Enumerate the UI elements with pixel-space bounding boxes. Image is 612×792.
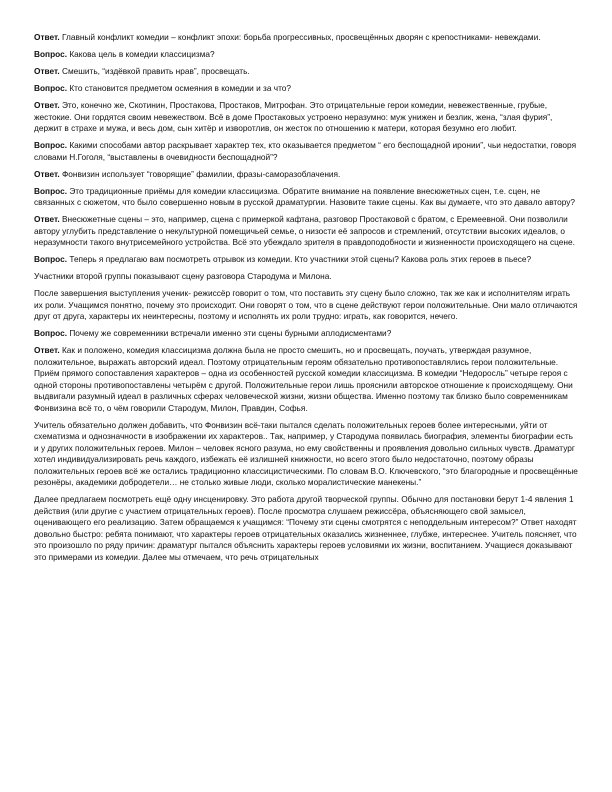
paragraph-text: Это традиционные приёмы для комедии классицизма. Обратите внимание на появление внесюжетных сцен, т.е. сцен, не связанных с сюжетом, что было совершенно новым в русской драматургии. Назовите такие сцены. Как вы думаете, что это давало автору? [34,185,576,207]
paragraph-text: Как и положено, комедия классицизма должна была не просто смешить, но и просвещать, поучать, утверждая разумное, положительное, выражать авторский идеал. Поэтому отрицательным героям обязательно противопоставлялись герои положительные. Приём прямого сопоставления характеров – одна из особенностей русской комедии классицизма. В комедии “Недоросль” четыре героя с одной стороны противопоставлены четырём с другой. Положительные герои лишь прояснили авторское отношение к происходящему. Они выдвигали разумный идеал в различных сферах человеческой жизни, жизни общества. Именно поэтому так близко было современникам Фонвизина всё то, о чём говорили Стародум, Милон, Правдин, Софья. [34,345,573,413]
paragraph-question [34,49,578,61]
paragraph-narrative [34,420,578,489]
paragraph-text: Теперь я предлагаю вам посмотреть отрывок из комедии. Кто участники этой сцены? Какова роль этих героев в пьесе? [67,254,532,264]
paragraph-question [34,328,578,340]
paragraph-text: Участники второй группы показывают сцену разговора Стародума и Милона. [34,271,332,281]
answer-label: Ответ. [34,214,60,224]
paragraph-text: Фонвизин использует “говорящие” фамилии, фразы-саморазоблачения. [59,168,341,179]
answer-label: Ответ. [34,32,60,42]
paragraph-text: Внесюжетные сцены – это, например, сцена с примеркой кафтана, разговор Простаковой с братом, с Еремеевной. Они позволили автору углубить представление о некультурной помещичьей семье, о низости её запросов и стремлений, отсутствии высоких идеалов, о неразумности такого внутрисемейного устройства. Всё это убеждало зрителя в правдоподобности и жизненности происходящего на сцене. [34,214,575,247]
paragraph-narrative [34,271,578,283]
paragraph-question [34,186,578,209]
paragraph-answer [34,345,578,414]
answer-label: Ответ. [34,66,60,76]
answer-label: Ответ. [34,345,60,355]
question-label: Вопрос. [34,83,68,93]
paragraph-answer [34,32,578,44]
question-label: Вопрос. [34,254,68,264]
paragraph-question [34,140,578,163]
paragraph-text: Далее предлагаем посмотреть ещё одну инсценировку. Это работа другой творческой группы. Обычно для постановки берут 1-4 явления 1 действия (или другие с участием отрицательных героев). После просмотра слушаем режиссёра, объясняющего свой замысел, оценивающего его реализацию. Затем обращаемся к учащимся: “Почему эти сцены смотрятся с неподдельным интересом?” Ответ находят довольно быстро: ребята понимают, что характеры героев отрицательных оказались жизненнее, глубже, интереснее. Учитель поясняет, что это произошло по ряду причин: драматург пытался объяснить характеры героев условиями их жизни, воспитанием. Учащиеся доказывают это примерами из комедии. Далее мы отмечаем, что речь отрицательных [34,494,577,562]
paragraph-narrative [34,494,578,563]
paragraph-text: Это, конечно же, Скотинин, Простакова, Простаков, Митрофан. Это отрицательные герои комедии, невежественные, грубые, жестокие. Они гордятся своим невежеством. Всё в доме Простаковых устроено неразумно: муж унижен и безлик, жена, “злая фурия”, держит в страхе и мужа, и весь дом, сын хитёр и изворотлив, он жесток по отношению к матери, которая безумно его любит. [34,100,553,133]
paragraph-question [34,83,578,95]
paragraph-text: Смешить, “издёвкой править нрав”, просвещать. [59,66,250,76]
answer-label: Ответ. [34,100,60,110]
question-label: Вопрос. [34,49,68,59]
paragraph-answer [34,66,578,78]
paragraph-text: Какова цель в комедии классицизма? [67,49,215,59]
question-label: Вопрос. [34,328,68,338]
question-label: Вопрос. [34,185,68,196]
paragraph-text: Какими способами автор раскрывает характер тех, кто оказывается предметом “ его беспощадной иронии”, чьи недостатки, говоря словами Н.Гоголя, “выставлены в очевидности беспощадной”? [34,140,577,162]
paragraph-narrative [34,288,578,323]
question-label: Вопрос. [34,140,68,150]
answer-label: Ответ. [34,168,60,179]
paragraph-text: Главный конфликт комедии – конфликт эпохи: борьба прогрессивных, просвещённых дворян с крепостниками- невеждами. [59,32,541,42]
paragraph-text: Кто становится предметом осмеяния в комедии и за что? [67,83,292,93]
paragraph-answer [34,100,578,135]
paragraph-text: Почему же современники встречали именно эти сцены бурными аплодисментами? [67,328,392,338]
paragraph-text: После завершения выступления ученик- режиссёр говорит о том, что поставить эту сцену было сложно, так же как и исполнителям играть их роли. Учащимся понятно, почему это происходит. Они говорят о том, что в сцене действуют герои положительные. Они мало отличаются друг от друга, характеры их неинтересны, поэтому и исполнять их роли трудно: играть, как говорится, нечего. [34,288,578,321]
paragraph-answer [34,214,578,249]
paragraph-text: Учитель обязательно должен добавить, что Фонвизин всё-таки пытался сделать положительных героев более интересными, уйти от схематизма и однозначности в изображении их характеров.. Так, например, у Стародума появилась биография, элементы биографии есть и у других положительных героев. Милон – человек ясного разума, но ему свойственны и проявления довольно сильных чувств. Драматург хотел индивидуализировать речь каждого, избежать её излишней книжности, но всего этого было недостаточно, поэтому образы положительных героев всё же остались традиционно классицистическими. По словам В.О. Ключевского, “это благородные и просвещённые резонёры, академики добродетели… не столько живые люди, сколько моралистические манекены.” [34,419,578,487]
paragraph-question [34,254,578,266]
paragraph-answer [34,169,578,181]
